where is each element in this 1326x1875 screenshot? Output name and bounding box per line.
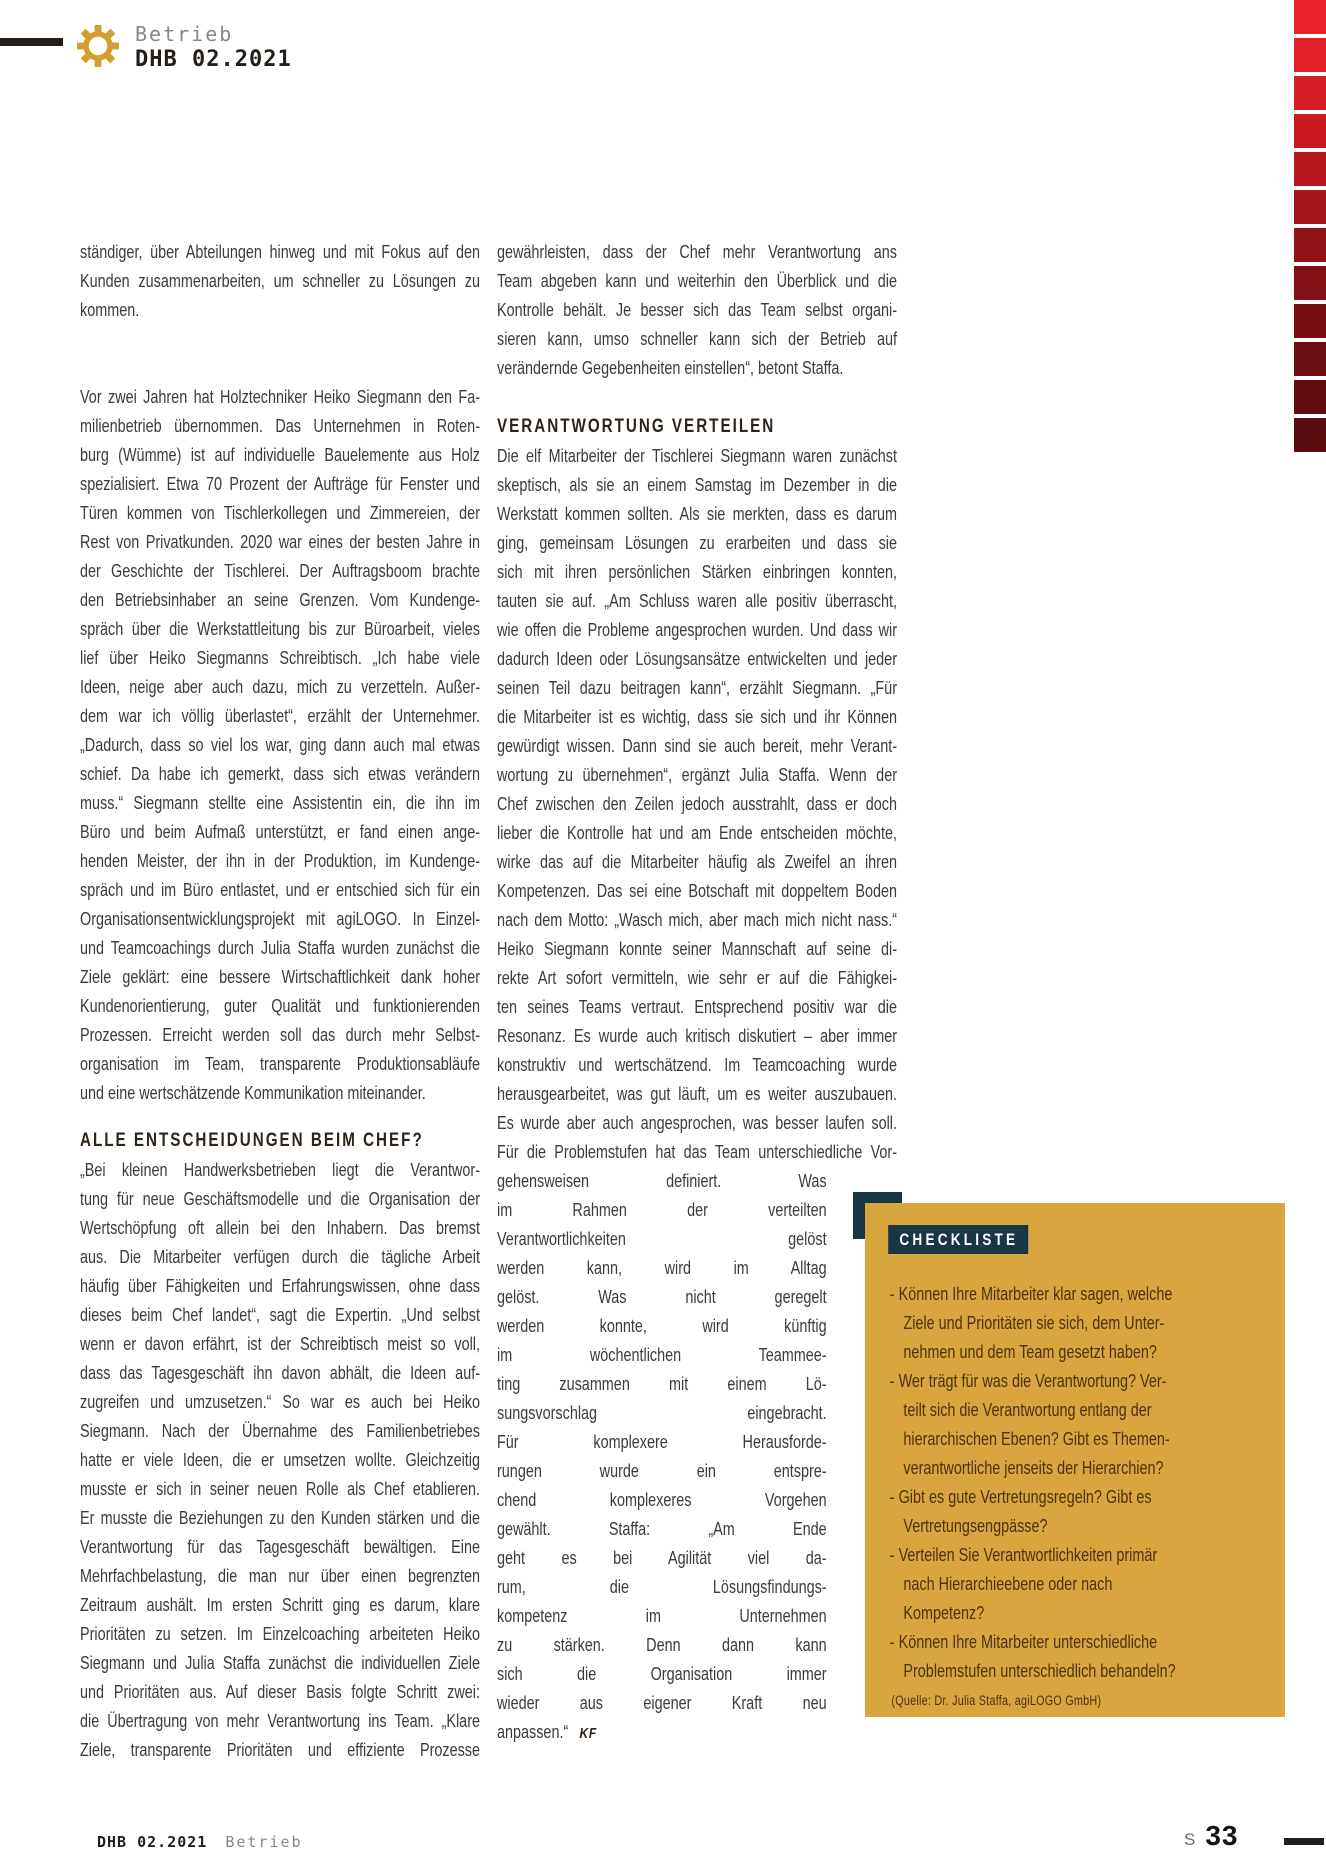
text-line: verantwortliche jenseits der Hierarchien? xyxy=(903,1458,1164,1478)
text-line: der Geschichte der Tischlerei. Der Auftragsboom brachte xyxy=(80,561,480,581)
text-line: Siegmann. Nach der Übernahme des Familienbetriebes xyxy=(80,1421,480,1441)
text-line: - Wer trägt für was die Verantwortung? Ver- xyxy=(889,1371,1167,1391)
text-line: Kontrolle behält. Je besser sich das Team selbst organi- xyxy=(497,300,897,320)
text-line: - Können Ihre Mitarbeiter unterschiedliche xyxy=(889,1632,1158,1652)
checklist-items xyxy=(890,1280,1271,1686)
text-line: häufig über Fähigkeiten und Erfahrungswissen, ohne dass xyxy=(80,1276,480,1296)
text-line: Organisationsentwicklungsprojekt mit agiLOGO. In Einzel- xyxy=(80,909,480,929)
text-line: spräch und im Büro entlastet, und er entschied sich für ein xyxy=(80,880,480,900)
gear-icon xyxy=(74,22,122,75)
text-line: ging, gemeinsam Lösungen zu erarbeiten und dass sie xyxy=(497,533,897,553)
paragraph xyxy=(497,442,897,1167)
text-line: dieses beim Chef landet“, sagt die Expertin. „Und selbst xyxy=(80,1305,480,1325)
text-line: Heiko Siegmann konnte seiner Mannschaft auf seine di- xyxy=(497,939,897,959)
header-section-label: Betrieb xyxy=(135,22,234,46)
checklist-title-badge: CHECKLISTE xyxy=(888,1225,1028,1254)
text-line: und Prioritäten aus. Auf dieser Basis folgte Schritt zwei: xyxy=(80,1682,480,1702)
text-line: rum, die Lösungsfindungs- xyxy=(497,1577,827,1597)
edge-mark xyxy=(1294,152,1326,186)
text-line: dass das Tagesgeschäft ihn davon abhält, die Ideen auf- xyxy=(80,1363,480,1383)
text-line: nach Hierarchieebene oder nach xyxy=(903,1574,1113,1594)
text-line: tauten sie auf. „Am Schluss waren alle positiv überrascht, xyxy=(497,591,897,611)
text-line: kompetenz im Unternehmen xyxy=(497,1606,827,1626)
text-line: nach dem Motto: „Wasch mich, aber mach mich nicht nass.“ xyxy=(497,910,897,930)
page-number-prefix: S xyxy=(1184,1830,1197,1849)
text-line: Rest von Privatkunden. 2020 war eines der besten Jahre in xyxy=(80,532,480,552)
text-line: rekte Art sofort vermitteln, wie sehr er auf die Fähigkei- xyxy=(497,968,897,988)
text-line: und eine wertschätzende Kommunikation miteinander. xyxy=(80,1083,426,1103)
text-line: - Verteilen Sie Verantwortlichkeiten primär xyxy=(889,1545,1158,1565)
text-line: Kompetenz? xyxy=(903,1603,985,1623)
text-line: ständiger, über Abteilungen hinweg und mit Fokus auf den xyxy=(80,242,480,262)
article-column-right xyxy=(497,238,897,1748)
bottom-right-rule xyxy=(1284,1838,1324,1845)
text-line: verändernde Gegebenheiten einstellen“, betont Staffa. xyxy=(497,358,844,378)
text-line: Problemstufen unterschiedlich behandeln? xyxy=(903,1661,1176,1681)
text-line: musste er sich in seiner neuen Rolle als Chef etablieren. xyxy=(80,1479,480,1499)
text-line: ten seines Teams vertraut. Entsprechend positiv war die xyxy=(497,997,897,1017)
text-line: wenn er davon erfährt, ist der Schreibtisch meist so voll, xyxy=(80,1334,480,1354)
text-line: gewährleisten, dass der Chef mehr Verantwortung ans xyxy=(497,242,897,262)
text-line: die Übertragung von mehr Verantwortung ins Team. „Klare xyxy=(80,1711,480,1731)
text-line: nehmen und dem Team gesetzt haben? xyxy=(903,1342,1157,1362)
text-line: ting zusammen mit einem Lö- xyxy=(497,1374,827,1394)
text-line: spezialisiert. Etwa 70 Prozent der Aufträge für Fenster und xyxy=(80,474,480,494)
text-line: Prioritäten zu setzen. Im Einzelcoaching arbeiteten Heiko xyxy=(80,1624,480,1644)
checklist-source: (Quelle: Dr. Julia Staffa, agiLOGO GmbH) xyxy=(891,1693,1102,1708)
text-line: chend komplexeres Vorgehen xyxy=(497,1490,827,1510)
text-line: - Können Ihre Mitarbeiter klar sagen, welche xyxy=(889,1284,1173,1304)
text-line: henden Meister, der ihn in der Produktion, im Kundenge- xyxy=(80,851,480,871)
text-line: muss.“ Siegmann stellte eine Assistentin ein, die ihn im xyxy=(80,793,480,813)
text-line: Für komplexere Herausforde- xyxy=(497,1432,827,1452)
text-line: - Gibt es gute Vertretungsregeln? Gibt es xyxy=(889,1487,1152,1507)
text-line: spräch über die Werkstattleitung bis zur Büroarbeit, vieles xyxy=(80,619,480,639)
page-number xyxy=(1184,1820,1239,1852)
text-line: „Bei kleinen Handwerksbetrieben liegt die Verantwor- xyxy=(80,1160,480,1180)
edge-mark xyxy=(1294,304,1326,338)
text-line: Team abgeben kann und weiterhin den Überblick und die xyxy=(497,271,897,291)
footer-issue-label: DHB 02.2021 xyxy=(97,1833,208,1851)
text-line: konstruktiv und wertschätzend. Im Teamcoaching wurde xyxy=(497,1055,897,1075)
text-line: Verantwortlichkeiten gelöst xyxy=(497,1229,827,1249)
edge-mark xyxy=(1294,418,1326,452)
text-line: gewählt. Staffa: „Am Ende xyxy=(497,1519,827,1539)
text-line: gehensweisen definiert. Was xyxy=(497,1171,827,1191)
edge-mark xyxy=(1294,76,1326,110)
text-line: Wertschöpfung oft allein bei den Inhabern. Das bremst xyxy=(80,1218,480,1238)
text-line: Es wurde aber auch angesprochen, was besser laufen soll. xyxy=(497,1113,897,1133)
paragraph xyxy=(80,1156,480,1765)
text-line: werden kann, wird im Alltag xyxy=(497,1258,827,1278)
paragraph-narrow xyxy=(497,1167,897,1718)
text-line: milienbetrieb übernommen. Das Unternehmen in Roten- xyxy=(80,416,480,436)
text-line: sich die Organisation immer xyxy=(497,1664,827,1684)
text-line: Resonanz. Es wurde auch kritisch diskutiert – aber immer xyxy=(497,1026,897,1046)
text-line: wie offen die Probleme angesprochen wurden. Und dass wir xyxy=(497,620,897,640)
text-line: die Mitarbeiter ist es wichtig, dass sie sich und ihr Können xyxy=(497,707,897,727)
text-line: Die elf Mitarbeiter der Tischlerei Siegmann waren zunächst xyxy=(497,446,897,466)
text-line: werden konnte, wird künftig xyxy=(497,1316,827,1336)
text-line: skeptisch, als sie an einem Samstag im Dezember in die xyxy=(497,475,897,495)
text-line: wieder aus eigener Kraft neu xyxy=(497,1693,827,1713)
text-line: Kompetenzen. Das sei eine Botschaft mit doppeltem Boden xyxy=(497,881,897,901)
text-line: teilt sich die Verantwortung entlang der xyxy=(903,1400,1152,1420)
text-line: gelöst. Was nicht geregelt xyxy=(497,1287,827,1307)
text-line: und Teamcoachings durch Julia Staffa wurden zunächst die xyxy=(80,938,480,958)
text-line: Vertretungsengpässe? xyxy=(903,1516,1048,1536)
text-line: lieber die Kontrolle hat und am Ende entscheiden möchte, xyxy=(497,823,897,843)
text-line: Werkstatt kommen sollten. Als sie merkten, dass es darum xyxy=(497,504,897,524)
text-line: gewürdigt wissen. Dann sind sie auch bereit, mehr Verant- xyxy=(497,736,897,756)
text-line: zugreifen und umzusetzen.“ So war es auch bei Heiko xyxy=(80,1392,480,1412)
text-line: wortung zu übernehmen“, ergänzt Julia Staffa. Wenn der xyxy=(497,765,897,785)
text-line: Chef zwischen den Zeilen jedoch ausstrahlt, dass er doch xyxy=(497,794,897,814)
text-line: schief. Da habe ich gemerkt, dass sich etwas verändern xyxy=(80,764,480,784)
text-line: Zeitraum aushält. Im ersten Schritt ging es darum, klare xyxy=(80,1595,480,1615)
text-line: Kundenorientierung, guter Qualität und funktionierenden xyxy=(80,996,480,1016)
text-line: herausgearbeitet, was gut läuft, um es weiter auszubauen. xyxy=(497,1084,897,1104)
text-line: organisation im Team, transparente Produktionsabläufe xyxy=(80,1054,480,1074)
checklist-box xyxy=(865,1203,1285,1717)
edge-mark xyxy=(1294,190,1326,224)
text-line: Türen kommen von Tischlerkollegen und Zimmereien, der xyxy=(80,503,480,523)
text-line: Er musste die Beziehungen zu den Kunden stärken und die xyxy=(80,1508,480,1528)
text-line: zu stärken. Denn dann kann xyxy=(497,1635,827,1655)
text-line: sungsvorschlag eingebracht. xyxy=(497,1403,827,1423)
text-line: hierarchischen Ebenen? Gibt es Themen- xyxy=(903,1429,1170,1449)
top-left-rule xyxy=(0,38,63,46)
text-line: Kunden zusammenarbeiten, um schneller zu Lösungen zu xyxy=(80,271,480,291)
text-line: tung für neue Geschäftsmodelle und die Organisation der xyxy=(80,1189,480,1209)
paragraph xyxy=(80,383,480,1108)
text-line: dadurch Ideen oder Lösungsansätze entwickelten und jeder xyxy=(497,649,897,669)
header-issue-label: DHB 02.2021 xyxy=(135,47,292,72)
text-line: rungen wurde ein entspre- xyxy=(497,1461,827,1481)
text-line: Mehrfachbelastung, die man nur über einen begrenzten xyxy=(80,1566,480,1586)
page-header xyxy=(74,22,292,75)
text-line: Für die Problemstufen hat das Team unterschiedliche Vor- xyxy=(497,1142,897,1162)
text-line: Ziele und Prioritäten sie sich, dem Unter- xyxy=(903,1313,1165,1333)
text-line: kommen. xyxy=(80,300,140,320)
text-line: Verantwortung für das Tagesgeschäft bewältigen. Eine xyxy=(80,1537,480,1557)
text-line: Siegmann und Julia Staffa zunächst die individuellen Ziele xyxy=(80,1653,480,1673)
text-line: im Rahmen der verteilten xyxy=(497,1200,827,1220)
footer-left xyxy=(97,1833,303,1851)
text-line: sich mit ihren persönlichen Stärken einbringen konnten, xyxy=(497,562,897,582)
edge-mark xyxy=(1294,380,1326,414)
text-line: Ziele, transparente Prioritäten und effiziente Prozesse xyxy=(80,1740,480,1760)
text-line: geht es bei Agilität viel da- xyxy=(497,1548,827,1568)
text-line: Ziele geklärt: eine bessere Wirtschaftlichkeit dank hoher xyxy=(80,967,480,987)
text-line: sieren kann, umso schneller kann sich der Betrieb auf xyxy=(497,329,897,349)
edge-mark xyxy=(1294,342,1326,376)
text-line: aus. Die Mitarbeiter verfügen durch die tägliche Arbeit xyxy=(80,1247,480,1267)
text-line: Vor zwei Jahren hat Holztechniker Heiko Siegmann den Fa- xyxy=(80,387,480,407)
paragraph xyxy=(80,238,480,325)
text-line: Büro und beim Aufmaß unterstützt, er fand einen ange- xyxy=(80,822,480,842)
section-heading: VERANTWORTUNG VERTEILEN xyxy=(497,416,776,437)
paragraph xyxy=(497,238,897,383)
edge-mark xyxy=(1294,228,1326,262)
edge-mark xyxy=(1294,38,1326,72)
closing-text: anpassen.“ xyxy=(497,1722,569,1742)
article-column-left xyxy=(80,238,480,1765)
text-line: Ideen, neige aber auch dazu, mich zu verzetteln. Außer- xyxy=(80,677,480,697)
footer-section-label: Betrieb xyxy=(225,1833,303,1851)
text-line: Prozessen. Erreicht werden soll das durch mehr Selbst- xyxy=(80,1025,480,1045)
edge-mark xyxy=(1294,266,1326,300)
text-line: „Dadurch, dass so viel los war, ging dann auch mal etwas xyxy=(80,735,480,755)
author-initials: KF xyxy=(579,1725,598,1742)
text-line: seinen Teil dazu beitragen kann“, erzählt Siegmann. „Für xyxy=(497,678,897,698)
text-line: hatte er viele Ideen, die er umsetzen wollte. Gleichzeitig xyxy=(80,1450,480,1470)
edge-mark xyxy=(1294,114,1326,148)
section-heading: ALLE ENTSCHEIDUNGEN BEIM CHEF? xyxy=(80,1130,424,1151)
edge-mark xyxy=(1294,0,1326,34)
text-line: dem war ich völlig überlastet“, erzählt der Unternehmer. xyxy=(80,706,480,726)
page-edge-index-marks xyxy=(1294,0,1326,452)
text-line: burg (Wümme) ist auf individuelle Bauelemente aus Holz xyxy=(80,445,480,465)
closing-line xyxy=(497,1718,827,1748)
text-line: im wöchentlichen Teammee- xyxy=(497,1345,827,1365)
text-line: wirke das auf die Mitarbeiter häufig als Zweifel an ihren xyxy=(497,852,897,872)
page-number-value: 33 xyxy=(1205,1820,1239,1851)
text-line: den Betriebsinhaber an seine Grenzen. Vom Kundenge- xyxy=(80,590,480,610)
text-line: lief über Heiko Siegmanns Schreibtisch. „Ich habe viele xyxy=(80,648,480,668)
